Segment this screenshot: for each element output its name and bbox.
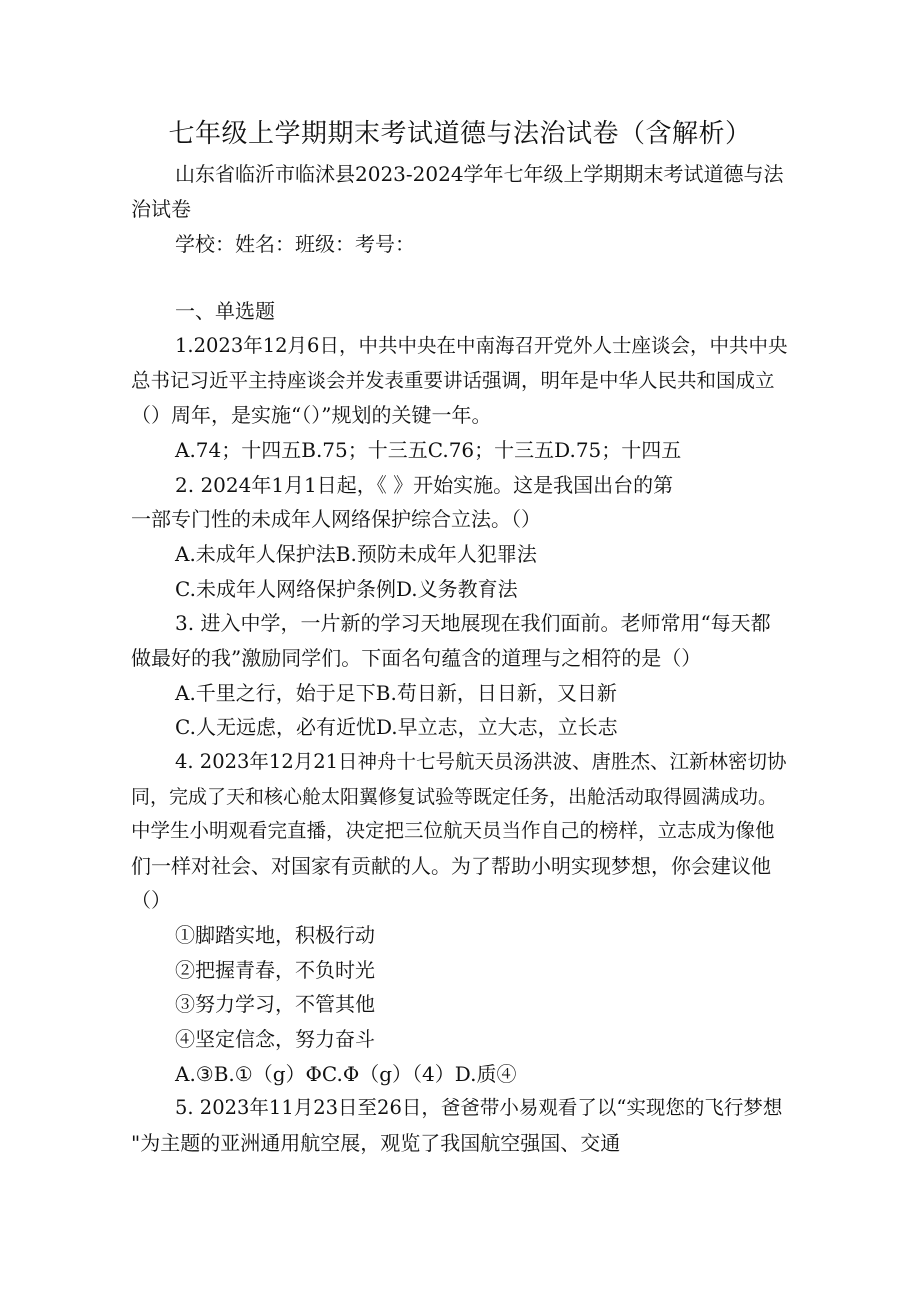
- subtitle-line: 治试卷: [131, 197, 191, 221]
- question-1-stem: 总书记习近平主持座谈会并发表重要讲话强调，明年是中华人民共和国成立: [131, 369, 775, 392]
- question-4-item: ④坚定信念，努力奋斗: [175, 1027, 375, 1051]
- question-4-item: ①脚踏实地，积极行动: [175, 923, 375, 947]
- section-heading: 一、单选题: [175, 299, 275, 323]
- question-3-stem: 做最好的我”激励同学们。下面名句蕴含的道理与之相符的是（）: [131, 646, 702, 670]
- question-4-stem: 中学生小明观看完直播，决定把三位航天员当作自己的榜样，立志成为像他: [131, 819, 775, 842]
- question-3-stem: 3. 进入中学，一片新的学习天地展现在我们面前。老师常用“每天都: [175, 611, 771, 635]
- question-2-options: C.未成年人网络保护条例D.义务教育法: [175, 577, 518, 601]
- question-1-options: A.74；十四五B.75；十三五C.76；十三五D.75；十四五: [175, 438, 682, 462]
- question-4-item: ②把握青春，不负时光: [175, 958, 375, 982]
- question-5-stem: 5. 2023年11月23日至26日，爸爸带小易观看了以“实现您的飞行梦想: [175, 1096, 783, 1119]
- page-title: 七年级上学期期末考试道德与法治试卷（含解析）: [168, 119, 752, 149]
- question-2-stem: 2. 2024年1月1日起，《 》开始实施。这是我国出台的第: [175, 473, 674, 497]
- question-2-options: A.未成年人保护法B.预防未成年人犯罪法: [175, 542, 537, 566]
- question-4-stem: 同，完成了天和核心舱太阳翼修复试验等既定任务，出舱活动取得圆满成功。: [131, 786, 778, 808]
- question-4-stem: （）: [131, 888, 171, 912]
- question-5-stem: "为主题的亚洲通用航空展，观览了我国航空强国、交通: [131, 1131, 621, 1155]
- question-3-options: C.人无远虑，必有近忧D.早立志，立大志，立长志: [175, 715, 618, 739]
- question-4-stem: 4. 2023年12月21日神舟十七号航天员汤洪波、唐胜杰、江新林密切协: [175, 750, 787, 773]
- question-1-stem: （）周年，是实施“（）”规划的关键一年。: [131, 403, 492, 427]
- question-3-options: A.千里之行，始于足下B.苟日新，日日新，又日新: [175, 681, 617, 705]
- question-4-stem: 们一样对社会、对国家有贡献的人。为了帮助小明实现梦想，你会建议他: [131, 854, 771, 878]
- question-2-stem: 一部专门性的未成年人网络保护综合立法。（）: [131, 507, 541, 531]
- subtitle-line: 山东省临沂市临沭县2023-2024学年七年级上学期期末考试道德与法: [175, 162, 784, 186]
- question-4-item: ③努力学习，不管其他: [175, 992, 375, 1016]
- question-1-stem: 1.2023年12月6日，中共中央在中南海召开党外人士座谈会，中共中央: [175, 334, 788, 357]
- student-info: 学校：姓名：班级：考号：: [175, 232, 415, 256]
- question-4-options: A.③B.①（g）ΦC.Φ（g）（4）D.质④: [175, 1062, 517, 1086]
